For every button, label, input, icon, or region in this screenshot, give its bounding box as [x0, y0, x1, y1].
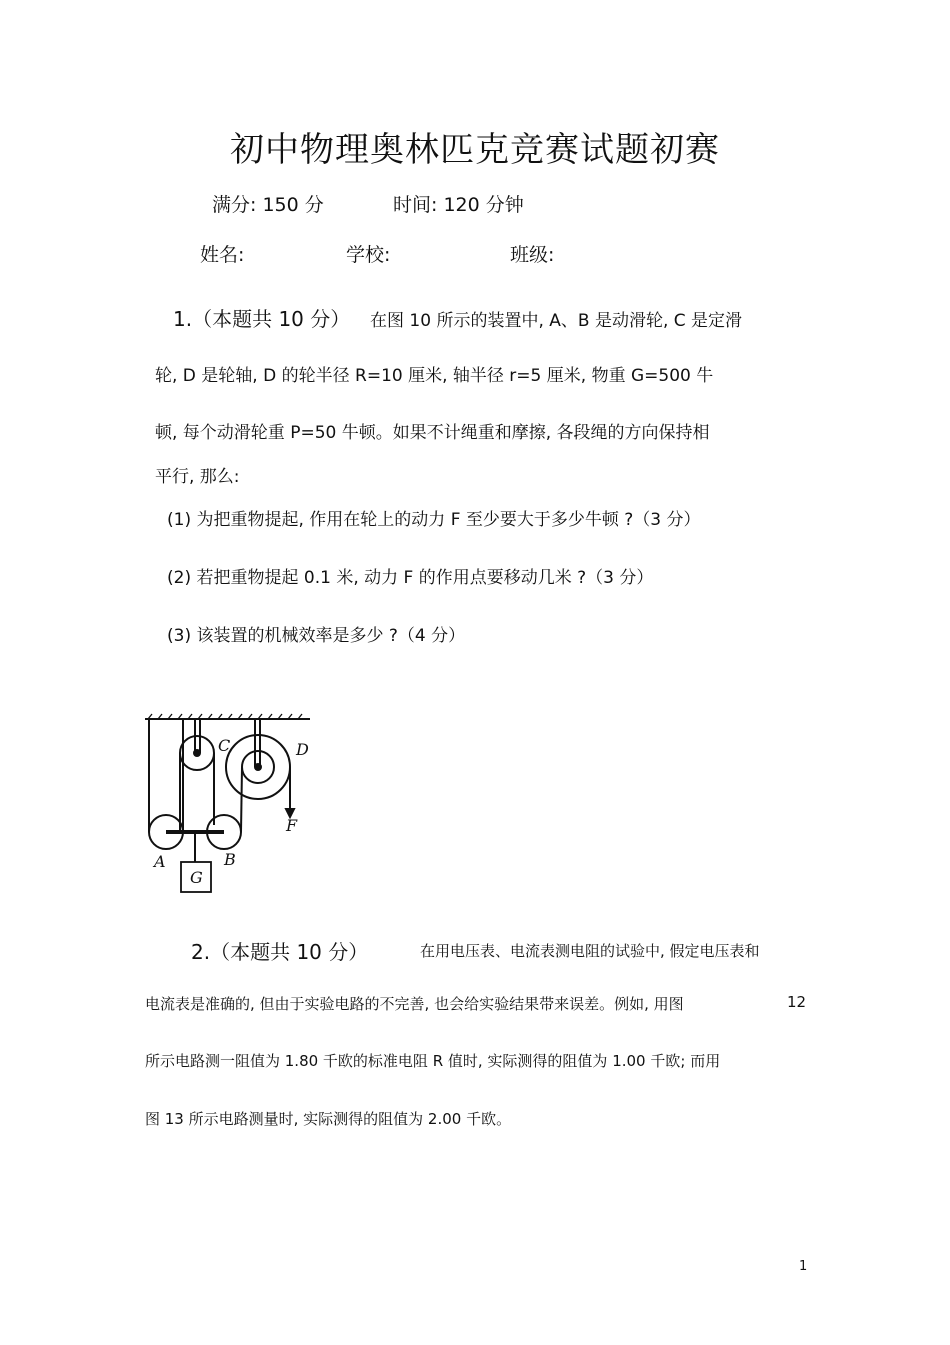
label-c: C — [218, 736, 231, 755]
page-title: 初中物理奥林匹克竞赛试题初赛 — [230, 130, 720, 170]
question-1-subquestion: (1) 为把重物提起, 作用在轮上的动力 F 至少要大于多少牛顿 ?（3 分） — [167, 510, 701, 530]
question-1-line: 在图 10 所示的装置中, A、B 是动滑轮, C 是定滑 — [370, 311, 743, 331]
question-1-line: 平行, 那么: — [155, 467, 240, 487]
rope — [241, 767, 242, 832]
question-1-heading: 1.（本题共 10 分） — [173, 307, 351, 331]
question-1-line: 轮, D 是轮轴, D 的轮半径 R=10 厘米, 轴半径 r=5 厘米, 物重 G=500 牛 — [155, 366, 714, 386]
page-number: 1 — [799, 1259, 808, 1274]
question-2-line: 所示电路测一阻值为 1.80 千欧的标准电阻 R 值时, 实际测得的阻值为 1.00 千欧; 而用 — [145, 1052, 721, 1070]
question-2-heading: 2.（本题共 10 分） — [191, 940, 369, 964]
exam-time: 时间: 120 分钟 — [393, 194, 524, 216]
question-1-line: 顿, 每个动滑轮重 P=50 牛顿。如果不计绳重和摩擦, 各段绳的方向保持相 — [155, 423, 710, 443]
question-2-line: 电流表是准确的, 但由于实验电路的不完善, 也会给实验结果带来误差。例如, 用图 — [145, 995, 684, 1013]
label-b: B — [224, 850, 236, 869]
name-field-label: 姓名: — [200, 244, 245, 266]
label-g: G — [190, 868, 203, 887]
label-d: D — [296, 740, 309, 759]
question-1-subquestion: (3) 该装置的机械效率是多少 ?（4 分） — [167, 626, 466, 646]
question-2-line: 图 13 所示电路测量时, 实际测得的阻值为 2.00 千欧。 — [145, 1110, 512, 1128]
question-1-subquestion: (2) 若把重物提起 0.1 米, 动力 F 的作用点要移动几米 ?（3 分） — [167, 568, 654, 588]
label-a: A — [154, 852, 166, 871]
question-2-line: 在用电压表、电流表测电阻的试验中, 假定电压表和 — [420, 942, 760, 960]
question-2-line: 12 — [787, 993, 807, 1011]
label-f: F — [286, 816, 298, 835]
school-field-label: 学校: — [346, 244, 391, 266]
class-field-label: 班级: — [510, 244, 555, 266]
pulley-system-figure — [140, 705, 320, 900]
full-score: 满分: 150 分 — [212, 194, 324, 216]
